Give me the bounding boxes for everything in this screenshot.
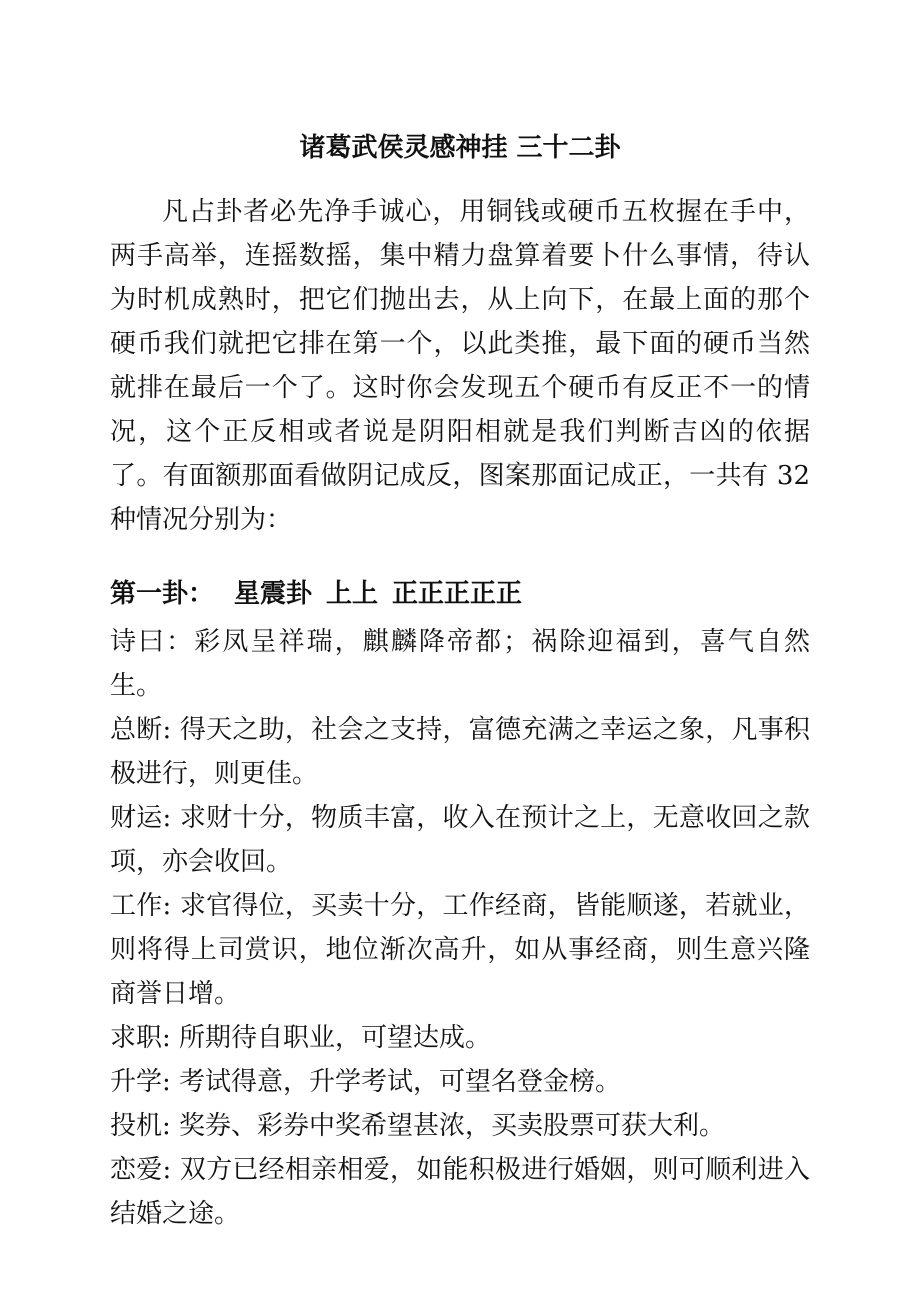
hexagram-number: 第一卦：: [110, 579, 215, 609]
intro-paragraph: 凡占卦者必先净手诚心，用铜钱或硬币五枚握在手中，两手高举，连摇数摇，集中精力盘算着要卜什么事情，待认为时机成熟时，把它们抛出去，从上向下，在最上面的那个硬币我们就把它排在第一个，以此类推，最下面的硬币当然就排在最后一个了。这时你会发现五个硬币有反正不一的情况，这个正反相或者说是阴阳相就是我们判断吉凶的依据了。有面额那面看做阴记成反，图案那面记成正，一共有 32 种情况分别为：: [110, 197, 810, 535]
hexagram-pattern: 正正正正正: [392, 579, 523, 609]
reading-job-seeking: 求职: 所期待自职业，可望达成。: [110, 1023, 492, 1053]
reading-wealth: 财运: 求财十分，物质丰富，收入在预计之上，无意收回之款项，亦会收回。: [110, 803, 810, 877]
reading-overall: 总断: 得天之助，社会之支持，富德充满之幸运之象，凡事积极进行，则更佳。: [110, 715, 810, 789]
reading-poem: 诗曰：彩凤呈祥瑞，麒麟降帝都；祸除迎福到，喜气自然生。: [110, 627, 810, 701]
reading-work: 工作: 求官得位，买卖十分，工作经商，皆能顺遂，若就业，则将得上司赏识，地位渐次高升，如从事经商，则生意兴隆商誉日增。: [110, 891, 810, 1009]
hexagram-rank: 上上: [326, 579, 379, 609]
reading-list: [110, 620, 810, 1236]
reading-study: 升学: 考试得意，升学考试，可望名登金榜。: [110, 1067, 622, 1097]
reading-romance: 恋爱: 双方已经相亲相爱，如能积极进行婚姻，则可顺利进入结婚之途。: [110, 1155, 810, 1229]
hexagram-heading: [110, 574, 810, 614]
reading-speculation: 投机: 奖券、彩券中奖希望甚浓，买卖股票可获大利。: [110, 1111, 726, 1141]
page-title: 诸葛武侯灵感神挂 三十二卦: [299, 133, 621, 163]
hexagram-name: 星震卦: [234, 579, 313, 609]
